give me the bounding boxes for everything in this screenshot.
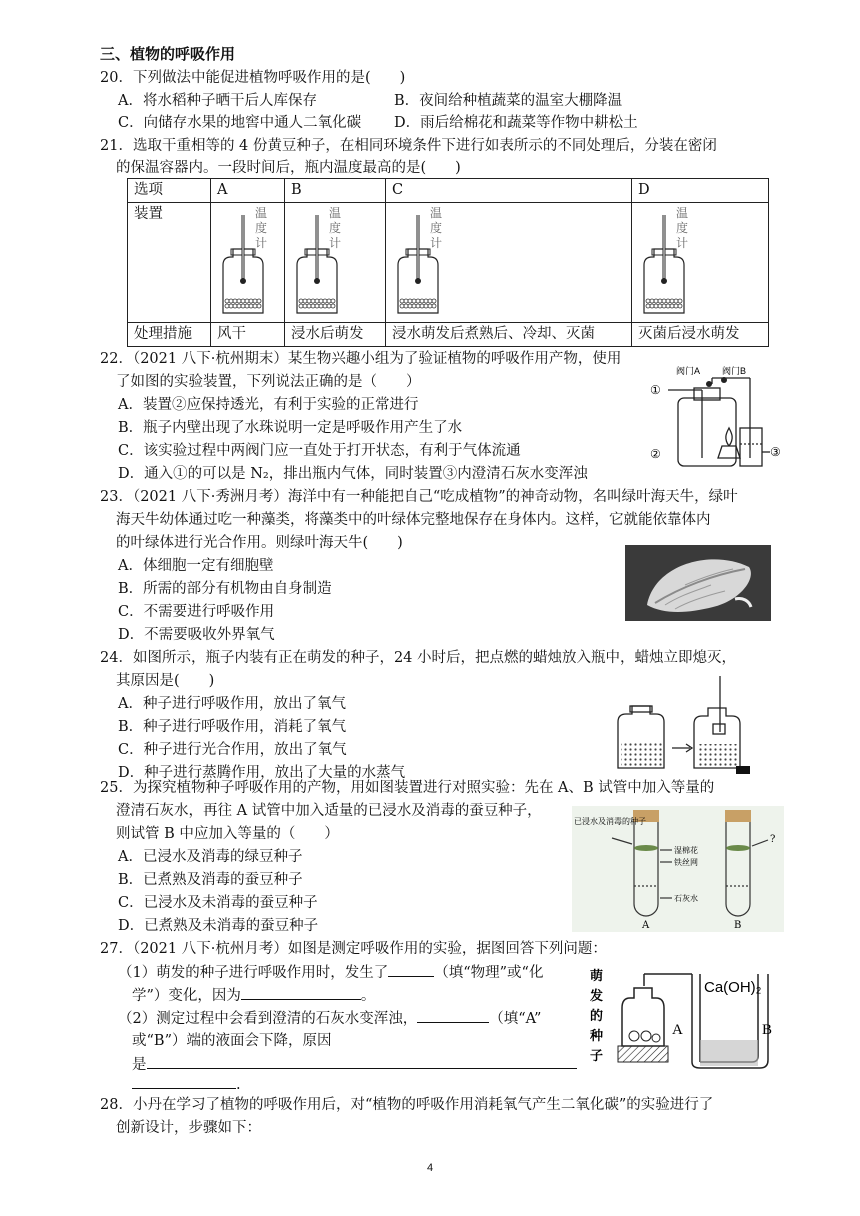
treatment-label: 处理措施 bbox=[128, 323, 211, 347]
q25-test-tube-figure bbox=[572, 806, 784, 932]
q22-stem-line2: 了如图的实验装置，下列说法正确的是（ ） bbox=[116, 374, 421, 390]
fig-seeds-char-3: 的 bbox=[590, 1008, 604, 1023]
q25-option-c: C．已浸水及未消毒的蚕豆种子 bbox=[118, 895, 318, 911]
treatment-a: 风干 bbox=[211, 323, 285, 347]
q27-p1-text-d: 。 bbox=[360, 988, 376, 1004]
q22-option-b: B．瓶子内壁出现了水珠说明一定是呼吸作用产生了水 bbox=[118, 420, 463, 436]
q22-apparatus-figure bbox=[648, 362, 783, 472]
thermometer-label-char: 计 bbox=[676, 236, 689, 250]
fig-lime-label: 石灰水 bbox=[674, 894, 698, 903]
q27-p1-text-c: 学”）变化，因为 bbox=[132, 988, 241, 1004]
q28-stem-line1: 28．小丹在学习了植物的呼吸作用后，对“植物的呼吸作用消耗氧气产生二氧化碳”的实验进行了 bbox=[100, 1097, 714, 1113]
table-header-option: 选项 bbox=[128, 179, 211, 203]
q23-option-c: C．不需要进行呼吸作用 bbox=[118, 604, 275, 620]
q27-part2-line2: 或“B”）端的液面会下降，原因 bbox=[132, 1033, 332, 1049]
section-title: 三、植物的呼吸作用 bbox=[100, 45, 236, 63]
q25-stem-line1: 25．为探究植物种子呼吸作用的产物，用如图装置进行对照实验：先在 A、B 试管中加入等量的 bbox=[100, 780, 715, 796]
q27-p1-text-a: （1）萌发的种子进行呼吸作用时，发生了 bbox=[118, 965, 389, 981]
thermometer-label-char: 度 bbox=[329, 221, 342, 235]
fig-tube-b: B bbox=[734, 920, 742, 931]
q27-part2-line1 bbox=[118, 1008, 541, 1029]
fig-seeds-char-5: 子 bbox=[590, 1048, 604, 1063]
q24-option-d: D．种子进行蒸腾作用，放出了大量的水蒸气 bbox=[118, 765, 406, 781]
q25-stem-line3: 则试管 B 中应加入等量的（ ） bbox=[116, 826, 339, 842]
q24-stem-line1: 24．如图所示，瓶子内装有正在萌发的种子，24 小时后，把点燃的蜡烛放入瓶中，蜡烛立即熄灭， bbox=[100, 650, 737, 666]
sea-slug-photo bbox=[625, 545, 771, 621]
page-number: 4 bbox=[426, 1162, 434, 1174]
q21-stem-line1: 21．选取干重相等的 4 份黄豆种子，在相同环境条件下进行如表所示的不同处理后，分装在密闭 bbox=[100, 138, 717, 154]
thermometer-label-char: 温 bbox=[430, 206, 443, 220]
label-circled-2: ② bbox=[650, 447, 661, 461]
thermometer-label-char: 度 bbox=[676, 221, 689, 235]
fig-seeds-char-4: 种 bbox=[590, 1028, 604, 1043]
q20-stem: 20．下列做法中能促进植物呼吸作用的是( ) bbox=[100, 70, 406, 86]
q25-stem-line2: 澄清石灰水，再往 A 试管中加入适量的已浸水及消毒的蚕豆种子， bbox=[116, 803, 542, 819]
col-a-header: A bbox=[211, 179, 285, 203]
q27-blank-4[interactable] bbox=[147, 1054, 577, 1069]
q23-stem-line1: 23．（2021 八下·秀洲月考）海洋中有一种能把自己“吃成植物”的神奇动物，名叫绿叶海天牛，绿叶 bbox=[100, 489, 738, 505]
col-d-header: D bbox=[632, 179, 769, 203]
device-cell-c bbox=[386, 203, 632, 323]
fig-seeds-char-1: 萌 bbox=[590, 968, 604, 983]
q23-option-a: A．体细胞一定有细胞壁 bbox=[118, 558, 274, 574]
fig-tube-a: A bbox=[642, 920, 650, 931]
device-cell-a bbox=[211, 203, 285, 323]
fig-caoh-label: Ca(OH)₂ bbox=[704, 979, 762, 996]
label-circled-3: ③ bbox=[770, 445, 781, 459]
q27-respiration-figure bbox=[588, 962, 784, 1072]
q22-option-c: C．该实验过程中两阀门应一直处于打开状态，有利于气体流通 bbox=[118, 443, 521, 459]
thermometer-label-char: 计 bbox=[430, 236, 443, 250]
fig-end-a: A bbox=[672, 1022, 683, 1038]
treatment-d: 灭菌后浸水萌发 bbox=[632, 323, 769, 347]
fig-cotton-label: 湿棉花 bbox=[674, 846, 698, 855]
q25-option-b: B．已煮熟及消毒的蚕豆种子 bbox=[118, 872, 303, 888]
q20-option-c: C．向储存水果的地窖中通人二氧化碳 bbox=[118, 115, 362, 131]
q27-p1-text-b: （填“物理”或“化 bbox=[434, 965, 544, 981]
q23-option-b: B．所需的部分有机物由自身制造 bbox=[118, 581, 332, 597]
fig-question-mark: ? bbox=[770, 834, 776, 845]
q20-option-d: D．雨后给棉花和蔬菜等作物中耕松土 bbox=[394, 115, 638, 131]
q27-stem: 27．（2021 八下·杭州月考）如图是测定呼吸作用的实验，据图回答下列问题： bbox=[100, 941, 607, 957]
treatment-c: 浸水萌发后煮熟后、冷却、灭菌 bbox=[386, 323, 632, 347]
device-cell-b bbox=[285, 203, 386, 323]
q23-stem-line3: 的叶绿体进行光合作用。则绿叶海天牛( ) bbox=[116, 535, 403, 551]
thermometer-label-char: 温 bbox=[255, 206, 268, 220]
q20-option-a: A．将水稻种子晒干后人库保存 bbox=[118, 93, 317, 109]
thermometer-bottle-figure bbox=[392, 203, 452, 315]
thermometer-bottle-figure bbox=[291, 203, 351, 315]
q27-part2-line4 bbox=[132, 1074, 241, 1095]
q27-p2-text-e: . bbox=[236, 1077, 241, 1093]
thermometer-bottle-figure bbox=[638, 203, 698, 315]
q27-blank-3[interactable] bbox=[417, 1008, 489, 1023]
q24-option-a: A．种子进行呼吸作用，放出了氧气 bbox=[118, 696, 346, 712]
thermometer-label-char: 度 bbox=[255, 221, 268, 235]
q21-stem-line2: 的保温容器内。一段时间后，瓶内温度最高的是( ) bbox=[116, 160, 461, 176]
q20-option-b: B．夜间给种植蔬菜的温室大棚降温 bbox=[394, 93, 623, 109]
thermometer-label-char: 计 bbox=[329, 236, 342, 250]
q27-p2-text-a: （2）测定过程中会看到澄清的石灰水变浑浊， bbox=[118, 1011, 418, 1027]
col-b-header: B bbox=[285, 179, 386, 203]
q27-p2-text-b: （填“A” bbox=[489, 1011, 542, 1027]
thermometer-label-char: 温 bbox=[676, 206, 689, 220]
thermometer-bottle-figure bbox=[217, 203, 277, 315]
q27-blank-1[interactable] bbox=[388, 962, 434, 977]
device-cell-d bbox=[632, 203, 769, 323]
q27-p2-text-d: 是 bbox=[132, 1057, 147, 1073]
thermometer-label-char: 计 bbox=[255, 236, 268, 250]
q23-option-d: D．不需要吸收外界氧气 bbox=[118, 627, 275, 643]
q27-part1-line2 bbox=[132, 985, 375, 1006]
thermometer-label-char: 温 bbox=[329, 206, 342, 220]
q27-part1-line1 bbox=[118, 962, 543, 983]
q28-stem-line2: 创新设计，步骤如下： bbox=[116, 1120, 261, 1136]
q24-option-b: B．种子进行呼吸作用，消耗了氧气 bbox=[118, 719, 347, 735]
treatment-b: 浸水后萌发 bbox=[285, 323, 386, 347]
valve-a-label: 阀门A bbox=[676, 366, 701, 376]
valve-b-label: 阀门B bbox=[722, 366, 747, 376]
q22-option-a: A．装置②应保持透光，有利于实验的正常进行 bbox=[118, 397, 419, 413]
q27-part2-line3 bbox=[132, 1054, 577, 1075]
q24-option-c: C．种子进行光合作用，放出了氧气 bbox=[118, 742, 347, 758]
col-c-header: C bbox=[386, 179, 632, 203]
q27-blank-2[interactable] bbox=[241, 985, 361, 1000]
fig-seed-label: 已浸水及消毒的种子 bbox=[574, 817, 646, 826]
q22-stem-line1: 22．（2021 八下·杭州期末）某生物兴趣小组为了验证植物的呼吸作用产物，使用 bbox=[100, 351, 622, 367]
label-circled-1: ① bbox=[650, 383, 661, 397]
fig-seeds-char-2: 发 bbox=[590, 988, 604, 1003]
q27-blank-5[interactable] bbox=[132, 1074, 236, 1089]
q21-table bbox=[127, 178, 769, 347]
fig-end-b: B bbox=[762, 1022, 773, 1038]
q23-stem-line2: 海天牛幼体通过吃一种藻类，将藻类中的叶绿体完整地保存在身体内。这样，它就能依靠体内 bbox=[116, 512, 711, 528]
q24-stem-line2: 其原因是( ) bbox=[116, 673, 215, 689]
device-label: 装置 bbox=[128, 203, 211, 323]
q24-candle-figure bbox=[608, 672, 758, 776]
fig-mesh-label: 铁丝网 bbox=[674, 858, 698, 867]
q25-option-a: A．已浸水及消毒的绿豆种子 bbox=[118, 849, 303, 865]
q25-option-d: D．已煮熟及未消毒的蚕豆种子 bbox=[118, 918, 319, 934]
thermometer-label-char: 度 bbox=[430, 221, 443, 235]
q22-option-d: D．通入①的可以是 N₂，排出瓶内气体，同时装置③内澄清石灰水变浑浊 bbox=[118, 466, 588, 482]
